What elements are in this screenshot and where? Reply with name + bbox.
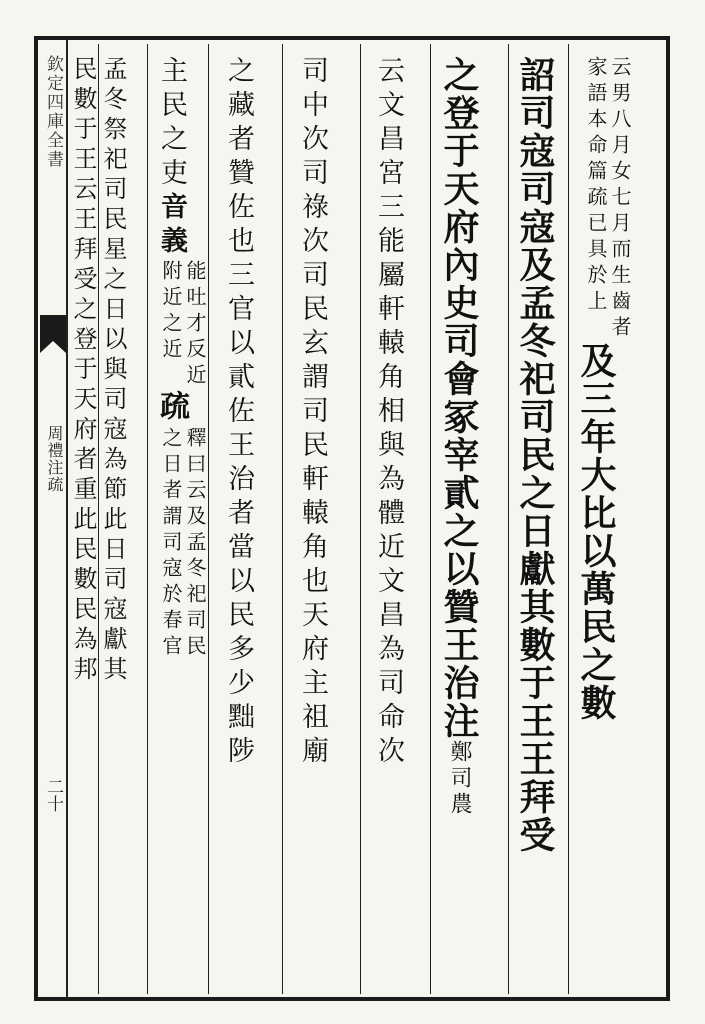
text-column-5: 司中次司祿次司民玄謂司民軒轅角也天府主祖廟 [297,56,328,770]
main-text: 及三年大比以萬民之數 [575,342,617,722]
column-rule [282,44,283,994]
margin-book-name: 周禮注疏 [45,425,64,493]
text-column-1 [573,56,632,722]
margin-page-number: 二十 [43,778,63,812]
text-column-6: 之藏者贊佐也三官以貳佐王治者當以民多少黜陟 [223,56,254,770]
annotation-pair: 釋曰云及孟冬祀司民 之日者謂司寇於春官 [159,427,207,661]
text-column-9: 民數于王云王拜受之登于天府者重此民數民為邦 [69,56,97,686]
text-column-7: 主民之吏音義能吐才反近 附近之近疏釋曰云及孟冬祀司民 之日者謂司寇於春官 [154,56,207,661]
column-rule [360,44,361,994]
column-rule [208,44,209,994]
text-column-8: 孟冬祭祀司民星之日以與司寇為節此日司寇獻其 [99,56,127,686]
column-rule [568,44,569,994]
column-rule [147,44,148,994]
column-rule [508,44,509,994]
margin-title: 欽定四庫全書 [43,55,63,169]
fishtail-mark-icon [40,315,66,353]
text-column-3: 之登于天府內史司會冢宰貳之以贊王治注鄭司農 [438,56,480,821]
column-rule [430,44,431,994]
annotation-pair: 能吐才反近 附近之近 [159,260,207,390]
page-margin [38,40,68,997]
text-column-4: 云文昌宮三能屬軒轅角相與為體近文昌為司命次 [373,56,404,770]
annotation-pair: 云男八月女七月而生齒者 家語本命篇疏已具於上 [584,56,632,342]
text-column-2: 詔司寇司寇及孟冬祀司民之日獻其數于王王拜受 [514,56,556,854]
